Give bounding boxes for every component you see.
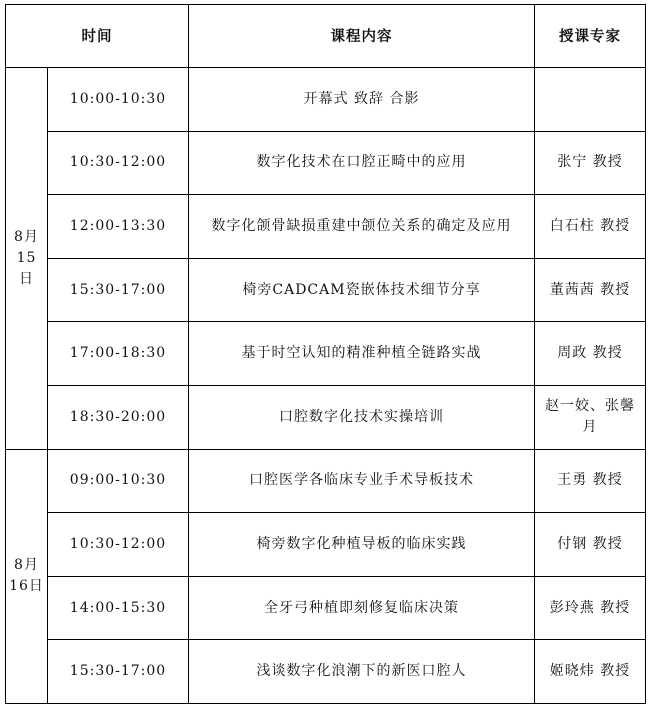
table-row (6, 195, 646, 259)
date-line: 8月 (14, 557, 39, 574)
date-line: 16日 (9, 578, 44, 595)
expert-cell: 姬晓炜 教授 (535, 640, 646, 704)
table-row (6, 385, 646, 449)
expert-cell: 王勇 教授 (535, 449, 646, 513)
table-row (6, 513, 646, 577)
header-row (6, 5, 646, 68)
table-row (6, 322, 646, 386)
expert-cell: 彭玲燕 教授 (535, 576, 646, 640)
course-cell: 基于时空认知的精准种植全链路实战 (189, 322, 535, 386)
table-row (6, 258, 646, 322)
course-cell: 口腔医学各临床专业手术导板技术 (189, 449, 535, 513)
expert-cell (535, 68, 646, 132)
expert-cell: 付钢 教授 (535, 513, 646, 577)
time-cell: 15:30-17:00 (48, 258, 189, 322)
expert-cell: 赵一姣、张馨月 (535, 385, 646, 449)
course-cell: 浅谈数字化浪潮下的新医口腔人 (189, 640, 535, 704)
table-row (6, 576, 646, 640)
time-cell: 12:00-13:30 (48, 195, 189, 259)
schedule-table (5, 4, 646, 704)
expert-cell: 白石柱 教授 (535, 195, 646, 259)
header-expert: 授课专家 (535, 5, 646, 68)
course-cell: 椅旁数字化种植导板的临床实践 (189, 513, 535, 577)
date-cell-day1 (6, 68, 48, 450)
time-cell: 10:00-10:30 (48, 68, 189, 132)
course-cell: 椅旁CADCAM瓷嵌体技术细节分享 (189, 258, 535, 322)
course-cell: 数字化颌骨缺损重建中颌位关系的确定及应用 (189, 195, 535, 259)
date-line: 8月 (14, 228, 39, 245)
date-line: 15 (16, 249, 37, 266)
table-row (6, 640, 646, 704)
expert-cell: 周政 教授 (535, 322, 646, 386)
time-cell: 15:30-17:00 (48, 640, 189, 704)
expert-cell: 张宁 教授 (535, 131, 646, 195)
table-row (6, 449, 646, 513)
course-cell: 全牙弓种植即刻修复临床决策 (189, 576, 535, 640)
course-cell: 口腔数字化技术实操培训 (189, 385, 535, 449)
time-cell: 14:00-15:30 (48, 576, 189, 640)
time-cell: 17:00-18:30 (48, 322, 189, 386)
header-time: 时间 (6, 5, 189, 68)
time-cell: 09:00-10:30 (48, 449, 189, 513)
header-course: 课程内容 (189, 5, 535, 68)
time-cell: 18:30-20:00 (48, 385, 189, 449)
time-cell: 10:30-12:00 (48, 131, 189, 195)
expert-cell: 董茜茜 教授 (535, 258, 646, 322)
date-cell-day2 (6, 449, 48, 703)
course-cell: 数字化技术在口腔正畸中的应用 (189, 131, 535, 195)
table-row (6, 131, 646, 195)
date-line: 日 (19, 270, 34, 287)
course-cell: 开幕式 致辞 合影 (189, 68, 535, 132)
time-cell: 10:30-12:00 (48, 513, 189, 577)
table-row (6, 68, 646, 132)
